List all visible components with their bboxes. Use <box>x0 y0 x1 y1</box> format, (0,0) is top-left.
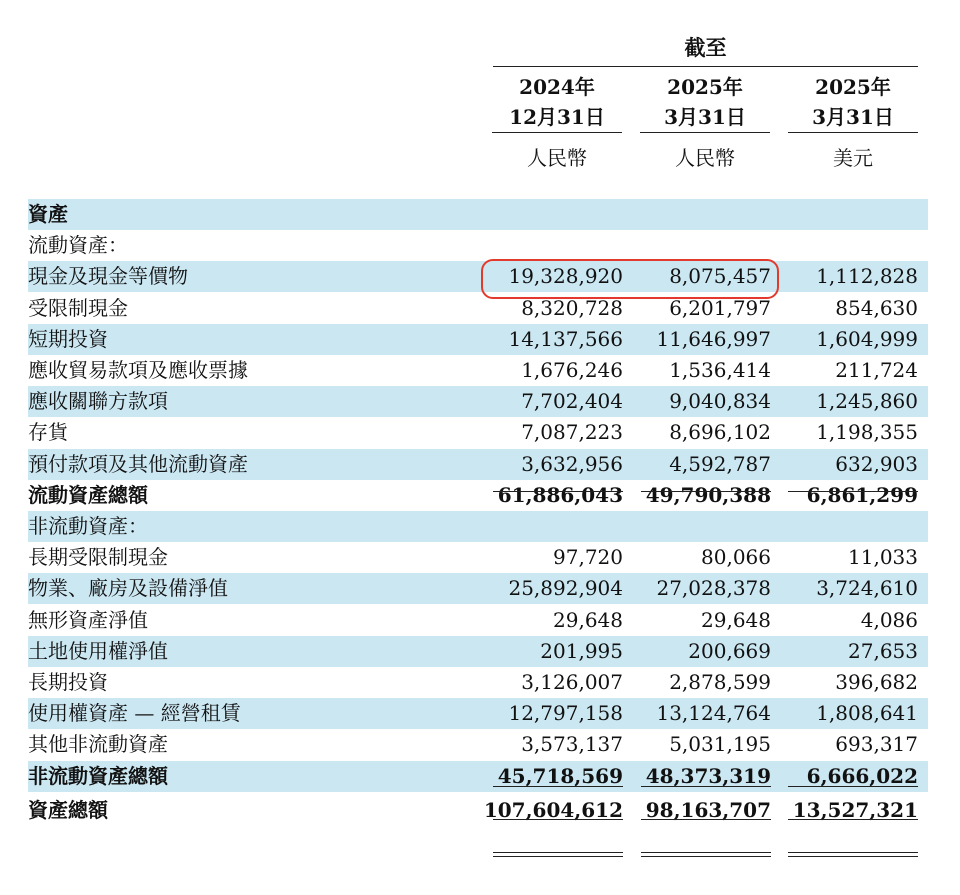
subtotal-rule <box>493 491 623 492</box>
row-value: 5,031,195 <box>669 732 771 757</box>
row-value: 45,718,569 <box>497 763 623 788</box>
row-label: 無形資產淨值 <box>28 607 148 632</box>
highlight-annotation <box>481 259 779 299</box>
row-label: 長期受限制現金 <box>28 545 168 570</box>
as-of-heading: 截至 <box>684 35 727 60</box>
row-value: 6,201,797 <box>669 295 771 320</box>
column-header-rule <box>492 132 622 133</box>
row-label: 其他非流動資產 <box>28 732 168 757</box>
row-value: 29,648 <box>701 607 771 632</box>
row-value: 4,592,787 <box>669 451 771 476</box>
row-value: 4,086 <box>860 607 918 632</box>
row-value: 48,373,319 <box>645 763 771 788</box>
subtotal-rule <box>493 786 623 787</box>
table-row <box>28 729 928 760</box>
row-value: 98,163,707 <box>645 797 771 822</box>
row-value: 97,720 <box>553 545 623 570</box>
table-row <box>28 417 928 448</box>
column-header-rule <box>788 132 918 133</box>
row-value: 7,087,223 <box>521 420 623 445</box>
row-value: 8,075,457 <box>669 264 771 289</box>
table-row <box>28 480 928 511</box>
table-row <box>28 511 928 542</box>
row-value: 632,903 <box>835 451 918 476</box>
column-header-unit: 人民幣 <box>527 146 587 170</box>
row-value: 693,317 <box>835 732 918 757</box>
row-label: 非流動資產： <box>28 514 148 538</box>
row-value: 3,632,956 <box>521 451 623 476</box>
row-value: 107,604,612 <box>483 797 623 822</box>
row-label: 物業、廠房及設備淨值 <box>28 576 228 601</box>
row-label: 應收貿易款項及應收票據 <box>28 358 248 382</box>
row-label: 資產總額 <box>28 797 108 822</box>
row-value: 29,648 <box>553 607 623 632</box>
row-label: 土地使用權淨值 <box>28 638 168 663</box>
row-value: 49,790,388 <box>645 482 771 507</box>
total-top-rule <box>493 819 623 820</box>
column-header-unit: 美元 <box>833 146 873 170</box>
row-label: 非流動資產總額 <box>28 763 168 788</box>
column-header-date: 12月31日 <box>509 105 605 129</box>
total-double-rule <box>641 852 771 857</box>
column-header-unit: 人民幣 <box>675 146 735 170</box>
column-header-year: 2024年 <box>519 75 595 99</box>
subtotal-rule <box>641 786 771 787</box>
row-label: 資產 <box>28 202 68 226</box>
table-row <box>28 573 928 604</box>
table-row <box>28 449 928 480</box>
table-row <box>28 542 928 573</box>
row-value: 6,861,299 <box>806 482 918 507</box>
row-value: 1,198,355 <box>816 420 918 445</box>
total-double-rule <box>788 852 918 857</box>
subtotal-rule <box>788 491 918 492</box>
table-row <box>28 605 928 636</box>
row-value: 396,682 <box>835 670 918 694</box>
table-row <box>28 386 928 417</box>
table-row <box>28 636 928 667</box>
row-value: 211,724 <box>835 358 918 382</box>
row-value: 61,886,043 <box>497 482 623 507</box>
subtotal-rule <box>641 491 771 492</box>
column-header-year: 2025年 <box>667 75 743 99</box>
table-row <box>28 324 928 355</box>
as-of-rule <box>493 66 918 67</box>
row-value: 1,604,999 <box>816 326 918 351</box>
row-label: 流動資產： <box>28 233 128 258</box>
row-value: 3,573,137 <box>521 732 623 757</box>
row-value: 1,536,414 <box>669 358 771 382</box>
column-header-date: 3月31日 <box>812 105 894 129</box>
row-value: 14,137,566 <box>508 326 623 351</box>
row-label: 短期投資 <box>28 326 108 351</box>
row-value: 25,892,904 <box>508 576 623 601</box>
column-header-3 <box>788 72 918 173</box>
column-header-2 <box>640 72 770 173</box>
total-double-rule <box>493 852 623 857</box>
table-row-highlighted <box>28 261 928 292</box>
row-value: 2,878,599 <box>669 670 771 694</box>
row-value: 200,669 <box>688 638 771 663</box>
row-value: 11,033 <box>848 545 918 570</box>
row-value: 1,112,828 <box>816 264 918 289</box>
row-value: 27,653 <box>848 638 918 663</box>
row-value: 7,702,404 <box>521 389 623 414</box>
row-label: 受限制現金 <box>28 295 128 320</box>
row-value: 27,028,378 <box>656 576 771 601</box>
row-value: 1,808,641 <box>816 701 918 726</box>
row-value: 80,066 <box>701 545 771 570</box>
row-value: 3,724,610 <box>816 576 918 601</box>
row-value: 9,040,834 <box>669 389 771 414</box>
table-row <box>28 293 928 324</box>
column-header-rule <box>640 132 770 133</box>
table-row <box>28 795 928 826</box>
column-header-date: 3月31日 <box>664 105 746 129</box>
row-value: 201,995 <box>540 638 623 663</box>
column-header-year: 2025年 <box>815 75 891 99</box>
row-label: 使用權資產 — 經營租賃 <box>28 701 241 726</box>
row-value: 1,245,860 <box>816 389 918 414</box>
row-label: 預付款項及其他流動資產 <box>28 451 248 476</box>
table-row <box>28 199 928 230</box>
row-value: 11,646,997 <box>656 326 771 351</box>
row-value: 12,797,158 <box>508 701 623 726</box>
table-row <box>28 698 928 729</box>
row-label: 現金及現金等價物 <box>28 264 188 289</box>
row-value: 19,328,920 <box>508 264 623 289</box>
row-value: 6,666,022 <box>806 763 918 788</box>
row-value: 1,676,246 <box>521 358 623 382</box>
row-value: 3,126,007 <box>521 670 623 694</box>
subtotal-rule <box>788 786 918 787</box>
row-value: 8,696,102 <box>669 420 771 445</box>
total-top-rule <box>641 819 771 820</box>
row-value: 13,527,321 <box>792 797 918 822</box>
row-value: 13,124,764 <box>656 701 771 726</box>
table-row <box>28 667 928 698</box>
row-label: 存貨 <box>28 420 68 445</box>
total-top-rule <box>788 819 918 820</box>
column-header-1 <box>492 72 622 173</box>
table-row <box>28 355 928 386</box>
row-value: 854,630 <box>835 295 918 320</box>
table-row <box>28 230 928 261</box>
row-label: 流動資產總額 <box>28 482 148 507</box>
row-value: 8,320,728 <box>521 295 623 320</box>
row-label: 長期投資 <box>28 670 108 694</box>
row-label: 應收關聯方款項 <box>28 389 168 414</box>
